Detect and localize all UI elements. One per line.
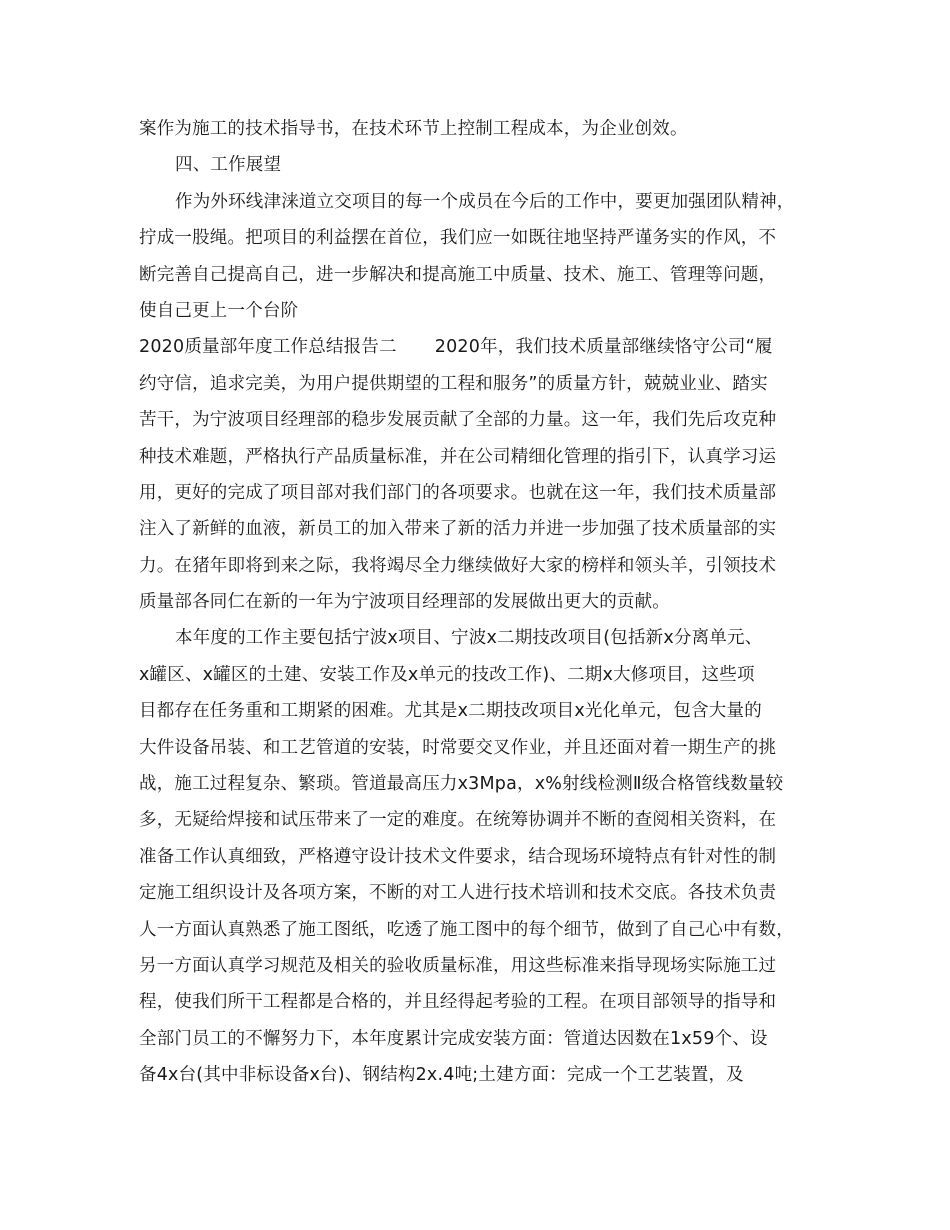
- section-heading: 四、工作展望: [175, 155, 282, 176]
- paragraph-line: 注入了新鲜的血液，新员工的加入带来了新的活力并进一步加强了技术质量部的实: [139, 519, 777, 540]
- paragraph-line: 程，使我们所干工程都是合格的，并且经得起考验的工程。在项目部领导的指导和: [139, 992, 777, 1013]
- paragraph-line: 作为外环线津涞道立交项目的每一个成员在今后的工作中，要更加强团队精神，: [175, 191, 795, 212]
- paragraph-line: 种技术难题，严格执行产品质量标准，并在公司精细化管理的指引下，认真学习运: [139, 446, 777, 467]
- paragraph-line: 案作为施工的技术指导书，在技术环节上控制工程成本，为企业创效。: [139, 119, 688, 139]
- paragraph-line: 大件设备吊装、和工艺管道的安装，时常要交叉作业，并且还面对着一期生产的挑: [139, 737, 777, 758]
- paragraph-line: 本年度的工作主要包括宁波x项目、宁波x二期技改项目(包括新x分离单元、: [175, 628, 763, 649]
- paragraph-line: 质量部各同仁在新的一年为宁波项目经理部的发展做出更大的贡献。: [139, 592, 670, 613]
- paragraph-line: 约守信，追求完美，为用户提供期望的工程和服务”的质量方针，兢兢业业、踏实: [139, 373, 768, 394]
- paragraph-line: 多，无疑给焊接和试压带来了一定的难度。在统筹协调并不断的查阅相关资料，在: [139, 810, 777, 831]
- paragraph-line: 苦干，为宁波项目经理部的稳步发展贡献了全部的力量。这一年，我们先后攻克种: [139, 410, 777, 431]
- paragraph-line: 人一方面认真熟悉了施工图纸，吃透了施工图中的每个细节，做到了自己心中有数，: [139, 919, 794, 940]
- paragraph-line: 力。在猪年即将到来之际，我将竭尽全力继续做好大家的榜样和领头羊，引领技术: [139, 555, 777, 576]
- report-title-line: [139, 329, 819, 365]
- paragraph-line: 定施工组织设计及各项方案，不断的对工人进行技术培训和技术交底。各技术负责: [139, 883, 777, 904]
- paragraph-line: x罐区、x罐区的土建、安装工作及x单元的技改工作)、二期x大修项目，这些项: [139, 664, 755, 685]
- report-title: 2020质量部年度工作总结报告二: [139, 337, 397, 358]
- paragraph-line: 使自己更上一个台阶: [139, 300, 299, 321]
- paragraph-line: 备4x台(其中非标设备x台)、钢结构2x.4吨;土建方面：完成一个工艺装置，及: [139, 1065, 744, 1086]
- paragraph-line: 用，更好的完成了项目部对我们部门的各项要求。也就在这一年，我们技术质量部: [139, 482, 777, 503]
- paragraph-line: 2020年，我们技术质量部继续恪守公司“履: [434, 337, 773, 358]
- paragraph-line: 断完善自己提高自己，进一步解决和提高施工中质量、技术、施工、管理等问题，: [139, 264, 777, 285]
- paragraph-line: 拧成一股绳。把项目的利益摆在首位，我们应一如既往地坚持严谨务实的作风，不: [139, 228, 777, 249]
- paragraph-line: 战，施工过程复杂、繁琐。管道最高压力x3Mpa，x%射线检测Ⅱ级合格管线数量较: [139, 774, 784, 795]
- paragraph-line: 另一方面认真学习规范及相关的验收质量标准，用这些标准来指导现场实际施工过: [139, 955, 777, 976]
- paragraph-line: 全部门员工的不懈努力下，本年度累计完成安装方面：管道达因数在1x59个、设: [139, 1028, 768, 1049]
- paragraph-line: 准备工作认真细致，严格遵守设计技术文件要求，结合现场环境特点有针对性的制: [139, 846, 777, 867]
- paragraph-line: 目都存在任务重和工期紧的困难。尤其是x二期技改项目x光化单元，包含大量的: [139, 701, 762, 722]
- document-body: [139, 111, 819, 1094]
